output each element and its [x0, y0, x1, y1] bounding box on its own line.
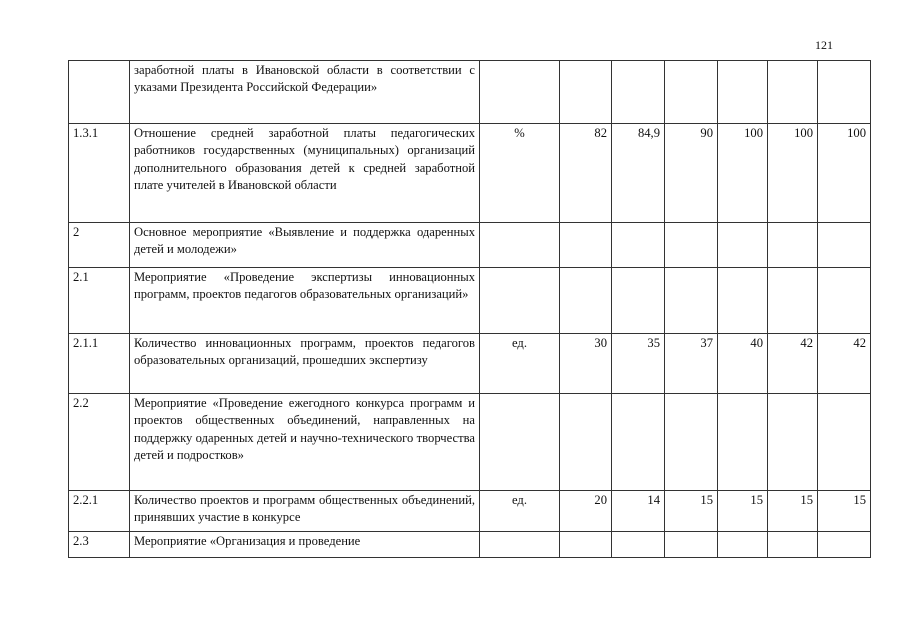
unit-cell: ед. [480, 491, 560, 532]
value-cell [718, 532, 768, 558]
value-cell [665, 394, 718, 491]
row-number-cell: 1.3.1 [69, 124, 130, 223]
row-number-cell: 2.3 [69, 532, 130, 558]
value-cell [612, 532, 665, 558]
description-cell: заработной платы в Ивановской области в соответствии с указами Президента Российской Федерации» [130, 61, 480, 124]
value-cell [768, 223, 818, 268]
value-cell [718, 394, 768, 491]
value-cell [718, 61, 768, 124]
value-cell [560, 532, 612, 558]
row-number-cell: 2.1.1 [69, 334, 130, 394]
value-cell: 35 [612, 334, 665, 394]
indicators-table [68, 60, 871, 558]
value-cell [718, 268, 768, 334]
value-cell: 15 [768, 491, 818, 532]
unit-cell [480, 223, 560, 268]
value-cell: 15 [718, 491, 768, 532]
row-number-cell: 2.1 [69, 268, 130, 334]
unit-cell: ед. [480, 334, 560, 394]
unit-cell [480, 268, 560, 334]
value-cell [768, 532, 818, 558]
value-cell [560, 223, 612, 268]
value-cell: 42 [768, 334, 818, 394]
value-cell [612, 394, 665, 491]
value-cell [768, 61, 818, 124]
value-cell [665, 223, 718, 268]
value-cell [768, 268, 818, 334]
table-row [69, 334, 871, 394]
value-cell [560, 394, 612, 491]
value-cell [818, 61, 871, 124]
value-cell [665, 61, 718, 124]
value-cell: 40 [718, 334, 768, 394]
table-row [69, 61, 871, 124]
value-cell: 42 [818, 334, 871, 394]
value-cell [612, 61, 665, 124]
value-cell: 30 [560, 334, 612, 394]
table-row [69, 394, 871, 491]
value-cell [768, 394, 818, 491]
value-cell: 82 [560, 124, 612, 223]
value-cell [612, 223, 665, 268]
page-number: 121 [815, 38, 833, 52]
unit-cell [480, 61, 560, 124]
description-cell: Мероприятие «Организация и проведение [130, 532, 480, 558]
value-cell [718, 223, 768, 268]
value-cell [818, 532, 871, 558]
table-row [69, 268, 871, 334]
row-number-cell: 2.2 [69, 394, 130, 491]
value-cell: 20 [560, 491, 612, 532]
row-number-cell [69, 61, 130, 124]
value-cell [818, 268, 871, 334]
description-cell: Отношение средней заработной платы педагогических работников государственных (муниципальных) организаций дополнительного образования детей к средней заработной плате учителей в Ивановской области [130, 124, 480, 223]
table-row [69, 491, 871, 532]
value-cell: 14 [612, 491, 665, 532]
unit-cell [480, 394, 560, 491]
table-row [69, 223, 871, 268]
value-cell [612, 268, 665, 334]
value-cell: 90 [665, 124, 718, 223]
value-cell: 100 [768, 124, 818, 223]
table-row [69, 124, 871, 223]
value-cell [560, 61, 612, 124]
value-cell: 100 [718, 124, 768, 223]
description-cell: Количество инновационных программ, проектов педагогов образовательных организаций, прошедших экспертизу [130, 334, 480, 394]
value-cell [818, 223, 871, 268]
description-cell: Мероприятие «Проведение экспертизы инновационных программ, проектов педагогов образовательных организаций» [130, 268, 480, 334]
description-cell: Количество проектов и программ общественных объединений, принявших участие в конкурсе [130, 491, 480, 532]
unit-cell: % [480, 124, 560, 223]
value-cell [665, 268, 718, 334]
unit-cell [480, 532, 560, 558]
value-cell: 100 [818, 124, 871, 223]
value-cell [560, 268, 612, 334]
value-cell: 37 [665, 334, 718, 394]
value-cell: 84,9 [612, 124, 665, 223]
table-row [69, 532, 871, 558]
value-cell: 15 [665, 491, 718, 532]
row-number-cell: 2 [69, 223, 130, 268]
description-cell: Мероприятие «Проведение ежегодного конкурса программ и проектов общественных объединений, направленных на поддержку одаренных детей и научно-технического творчества детей и подростков» [130, 394, 480, 491]
row-number-cell: 2.2.1 [69, 491, 130, 532]
description-cell: Основное мероприятие «Выявление и поддержка одаренных детей и молодежи» [130, 223, 480, 268]
value-cell: 15 [818, 491, 871, 532]
value-cell [818, 394, 871, 491]
value-cell [665, 532, 718, 558]
